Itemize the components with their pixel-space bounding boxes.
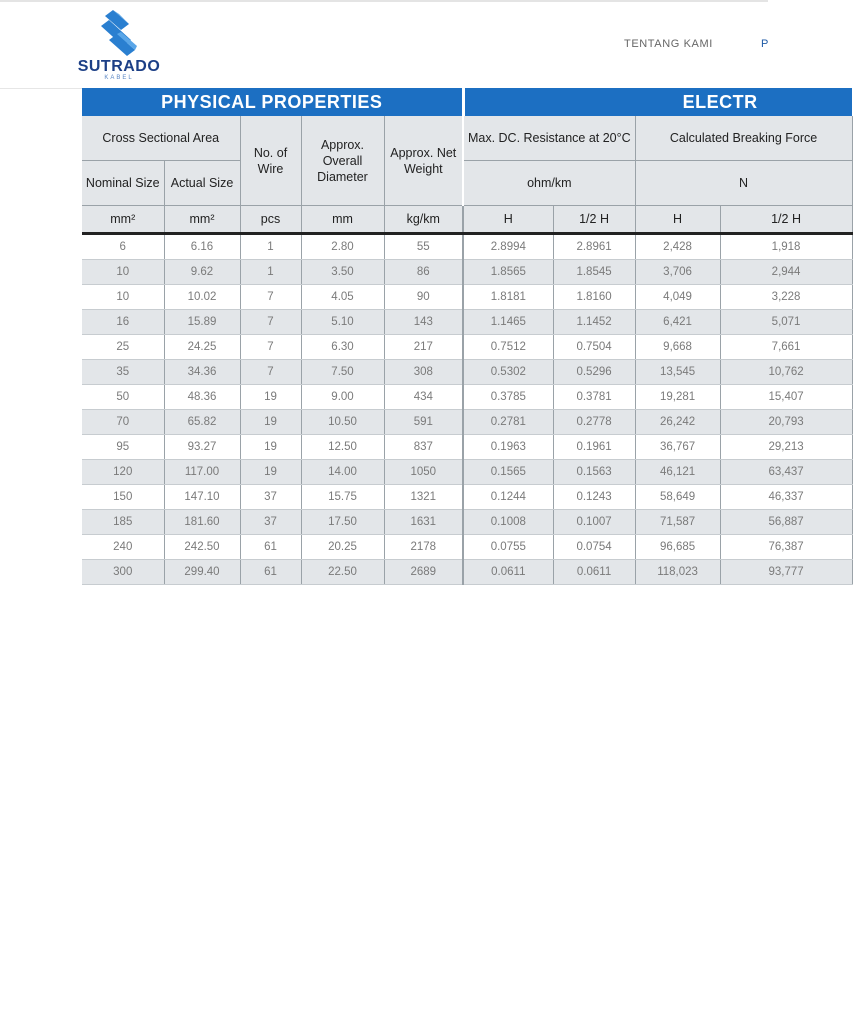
table-cell: 7.50 [301, 360, 384, 385]
table-cell: 17.50 [301, 510, 384, 535]
nominal-size-header: Nominal Size [82, 161, 164, 206]
table-cell: 16 [82, 310, 164, 335]
nav-item-tentang-kami[interactable]: TENTANG KAMI [624, 38, 713, 50]
actual-size-header: Actual Size [164, 161, 240, 206]
table-cell: 0.0611 [553, 560, 635, 585]
unit-cell: pcs [240, 206, 301, 234]
logo-mark-icon [99, 10, 139, 56]
table-cell: 0.0755 [463, 535, 553, 560]
table-cell: 61 [240, 560, 301, 585]
table-cell: 46,337 [720, 485, 852, 510]
table-cell: 2,428 [635, 234, 720, 260]
table-cell: 2689 [384, 560, 463, 585]
net-weight-header: Approx. Net Weight [384, 116, 463, 206]
table-cell: 36,767 [635, 435, 720, 460]
table-cell: 0.3785 [463, 385, 553, 410]
table-cell: 19 [240, 460, 301, 485]
table-cell: 7 [240, 360, 301, 385]
table-cell: 65.82 [164, 410, 240, 435]
table-cell: 9.00 [301, 385, 384, 410]
nav-item-next[interactable]: P [761, 38, 769, 50]
table-cell: 1.1452 [553, 310, 635, 335]
table-cell: 4,049 [635, 285, 720, 310]
table-cell: 0.1243 [553, 485, 635, 510]
table-cell: 185 [82, 510, 164, 535]
table-cell: 1.1465 [463, 310, 553, 335]
table-cell: 0.3781 [553, 385, 635, 410]
brand-logo[interactable] [66, 10, 172, 84]
table-row [82, 260, 852, 285]
table-cell: 1,918 [720, 234, 852, 260]
table-cell: 29,213 [720, 435, 852, 460]
table-cell: 7,661 [720, 335, 852, 360]
table-cell: 0.1007 [553, 510, 635, 535]
table-cell: 19,281 [635, 385, 720, 410]
overall-diameter-header: Approx. Overall Diameter [301, 116, 384, 206]
table-cell: 10.02 [164, 285, 240, 310]
table-cell: 1321 [384, 485, 463, 510]
site-header [0, 2, 768, 89]
table-cell: 2.8961 [553, 234, 635, 260]
table-cell: 15.89 [164, 310, 240, 335]
table-cell: 70 [82, 410, 164, 435]
table-cell: 1 [240, 260, 301, 285]
table-cell: 46,121 [635, 460, 720, 485]
table-row [82, 560, 852, 585]
table-cell: 217 [384, 335, 463, 360]
table-cell: 2.80 [301, 234, 384, 260]
cross-sectional-area-header: Cross Sectional Area [82, 116, 240, 161]
table-cell: 93.27 [164, 435, 240, 460]
no-of-wire-header: No. of Wire [240, 116, 301, 206]
table-cell: 0.1565 [463, 460, 553, 485]
table-cell: 1050 [384, 460, 463, 485]
table-cell: 26,242 [635, 410, 720, 435]
table-cell: 0.1008 [463, 510, 553, 535]
table-cell: 0.2778 [553, 410, 635, 435]
table-cell: 0.5296 [553, 360, 635, 385]
table-cell: 71,587 [635, 510, 720, 535]
table-cell: 242.50 [164, 535, 240, 560]
table-cell: 10 [82, 260, 164, 285]
table-cell: 20.25 [301, 535, 384, 560]
table-cell: 2178 [384, 535, 463, 560]
table-cell: 61 [240, 535, 301, 560]
unit-cell: mm [301, 206, 384, 234]
unit-cell: mm² [164, 206, 240, 234]
table-row [82, 485, 852, 510]
table-cell: 150 [82, 485, 164, 510]
specs-table-container [82, 88, 818, 588]
table-cell: 3,706 [635, 260, 720, 285]
table-cell: 56,887 [720, 510, 852, 535]
table-cell: 9.62 [164, 260, 240, 285]
table-cell: 434 [384, 385, 463, 410]
table-cell: 117.00 [164, 460, 240, 485]
table-cell: 0.2781 [463, 410, 553, 435]
table-cell: 147.10 [164, 485, 240, 510]
table-cell: 37 [240, 485, 301, 510]
max-dc-resistance-header: Max. DC. Resistance at 20°C [463, 116, 635, 161]
table-cell: 308 [384, 360, 463, 385]
table-cell: 13,545 [635, 360, 720, 385]
table-cell: 14.00 [301, 460, 384, 485]
brand-name: SUTRADO [77, 58, 161, 75]
table-cell: 20,793 [720, 410, 852, 435]
table-cell: 96,685 [635, 535, 720, 560]
table-cell: 24.25 [164, 335, 240, 360]
table-row [82, 335, 852, 360]
table-cell: 48.36 [164, 385, 240, 410]
table-row [82, 510, 852, 535]
table-cell: 6.30 [301, 335, 384, 360]
table-body [82, 234, 852, 585]
table-cell: 37 [240, 510, 301, 535]
table-cell: 0.7504 [553, 335, 635, 360]
electrical-properties-title: ELECTR [463, 88, 852, 116]
table-row [82, 310, 852, 335]
table-cell: 10,762 [720, 360, 852, 385]
unit-cell: 1/2 H [553, 206, 635, 234]
table-cell: 55 [384, 234, 463, 260]
table-cell: 63,437 [720, 460, 852, 485]
unit-cell: kg/km [384, 206, 463, 234]
table-row [82, 410, 852, 435]
breaking-force-header: Calculated Breaking Force [635, 116, 852, 161]
table-cell: 15.75 [301, 485, 384, 510]
table-cell: 86 [384, 260, 463, 285]
table-row [82, 234, 852, 260]
table-row [82, 360, 852, 385]
unit-cell: H [635, 206, 720, 234]
table-row [82, 385, 852, 410]
unit-cell: H [463, 206, 553, 234]
table-cell: 591 [384, 410, 463, 435]
table-cell: 25 [82, 335, 164, 360]
table-cell: 0.0754 [553, 535, 635, 560]
table-cell: 22.50 [301, 560, 384, 585]
table-cell: 120 [82, 460, 164, 485]
table-cell: 93,777 [720, 560, 852, 585]
table-cell: 90 [384, 285, 463, 310]
table-cell: 5,071 [720, 310, 852, 335]
table-cell: 0.7512 [463, 335, 553, 360]
table-cell: 6,421 [635, 310, 720, 335]
table-cell: 0.1563 [553, 460, 635, 485]
table-cell: 50 [82, 385, 164, 410]
resistance-unit-header: ohm/km [463, 161, 635, 206]
table-cell: 7 [240, 285, 301, 310]
table-cell: 34.36 [164, 360, 240, 385]
table-cell: 95 [82, 435, 164, 460]
table-cell: 6.16 [164, 234, 240, 260]
table-cell: 181.60 [164, 510, 240, 535]
table-cell: 19 [240, 435, 301, 460]
table-cell: 837 [384, 435, 463, 460]
table-cell: 299.40 [164, 560, 240, 585]
table-cell: 4.05 [301, 285, 384, 310]
table-cell: 1631 [384, 510, 463, 535]
table-cell: 10 [82, 285, 164, 310]
table-cell: 19 [240, 385, 301, 410]
table-cell: 0.5302 [463, 360, 553, 385]
table-cell: 300 [82, 560, 164, 585]
table-cell: 10.50 [301, 410, 384, 435]
brand-tagline: KABEL [104, 75, 134, 81]
table-cell: 6 [82, 234, 164, 260]
table-cell: 0.1963 [463, 435, 553, 460]
table-cell: 0.1244 [463, 485, 553, 510]
table-cell: 240 [82, 535, 164, 560]
unit-cell: mm² [82, 206, 164, 234]
breaking-force-unit-header: N [635, 161, 852, 206]
unit-cell: 1/2 H [720, 206, 852, 234]
table-cell: 12.50 [301, 435, 384, 460]
table-cell: 58,649 [635, 485, 720, 510]
table-cell: 143 [384, 310, 463, 335]
table-cell: 2.8994 [463, 234, 553, 260]
table-cell: 1.8565 [463, 260, 553, 285]
table-cell: 3.50 [301, 260, 384, 285]
table-cell: 7 [240, 335, 301, 360]
table-cell: 15,407 [720, 385, 852, 410]
table-cell: 118,023 [635, 560, 720, 585]
table-cell: 0.0611 [463, 560, 553, 585]
table-cell: 2,944 [720, 260, 852, 285]
table-row [82, 435, 852, 460]
table-row [82, 535, 852, 560]
table-cell: 0.1961 [553, 435, 635, 460]
table-row [82, 285, 852, 310]
table-cell: 7 [240, 310, 301, 335]
table-cell: 1.8181 [463, 285, 553, 310]
table-cell: 1 [240, 234, 301, 260]
table-cell: 3,228 [720, 285, 852, 310]
table-cell: 1.8545 [553, 260, 635, 285]
table-cell: 1.8160 [553, 285, 635, 310]
table-cell: 76,387 [720, 535, 852, 560]
table-cell: 19 [240, 410, 301, 435]
units-row [82, 206, 852, 234]
table-row [82, 460, 852, 485]
physical-properties-title: PHYSICAL PROPERTIES [82, 88, 463, 116]
table-cell: 35 [82, 360, 164, 385]
table-cell: 9,668 [635, 335, 720, 360]
cable-specs-table [82, 88, 853, 585]
table-cell: 5.10 [301, 310, 384, 335]
